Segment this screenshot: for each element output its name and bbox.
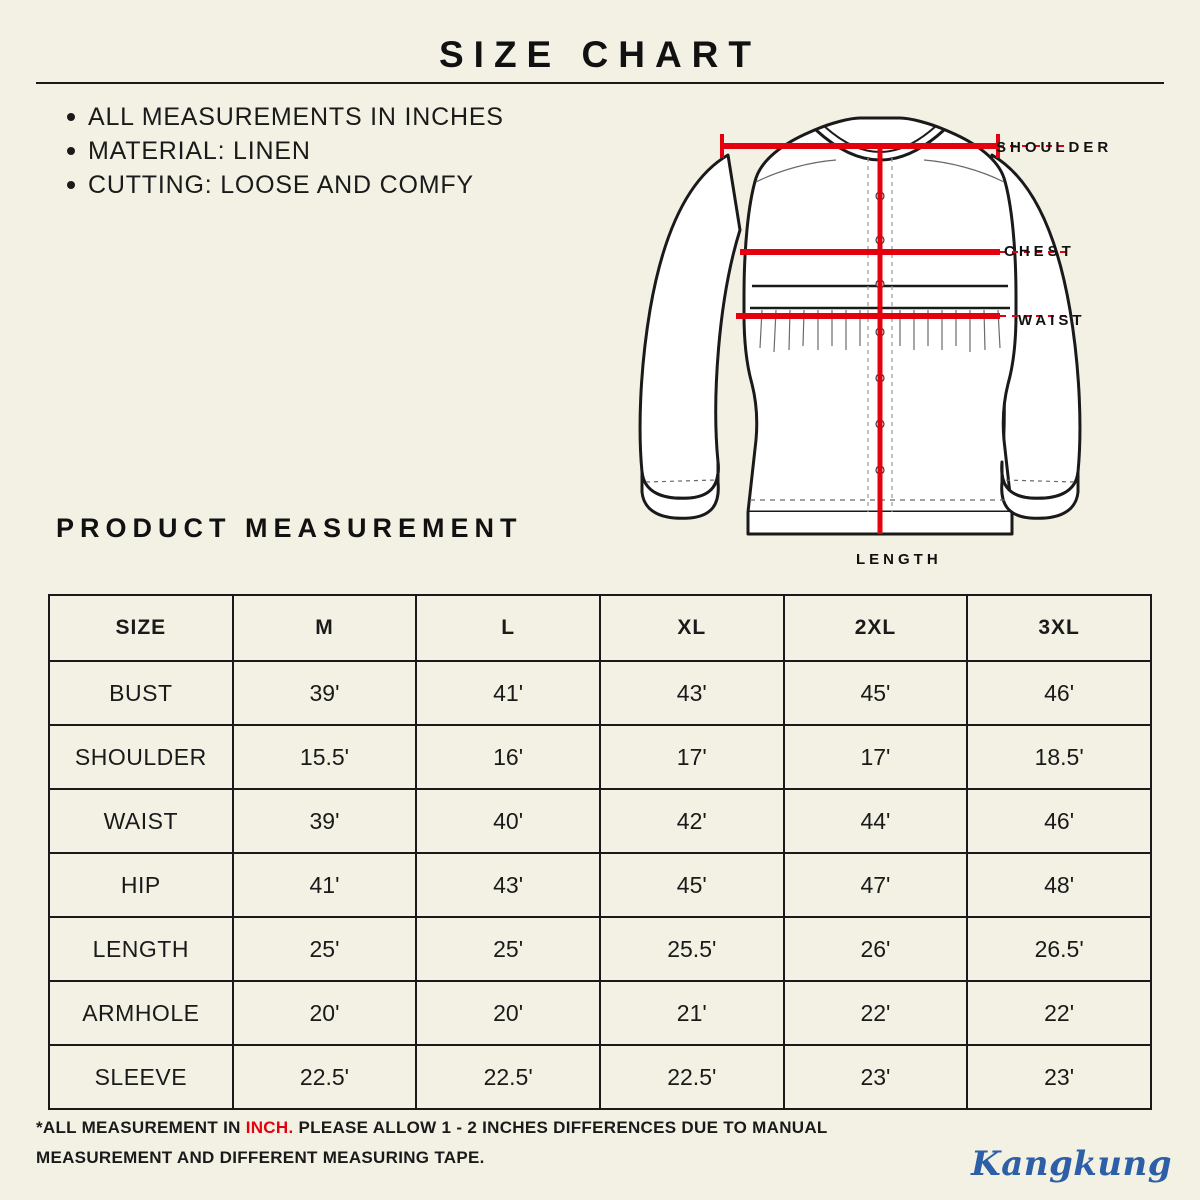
cell: 42' [600, 789, 784, 853]
list-item: MATERIAL: LINEN [62, 134, 504, 168]
column-header-size: SIZE [49, 595, 233, 661]
measurement-table-wrap [48, 594, 1152, 1110]
column-header-l: L [416, 595, 600, 661]
table-row [49, 853, 1151, 917]
footnote-part2: PLEASE ALLOW 1 - 2 INCHES DIFFERENCES DUE TO MANUAL MEASUREMENT AND DIFFERENT MEASURING TAPE. [36, 1118, 828, 1167]
column-header-2xl: 2XL [784, 595, 968, 661]
cell: 44' [784, 789, 968, 853]
cell: 45' [600, 853, 784, 917]
column-header-m: M [233, 595, 417, 661]
cell: 26.5' [967, 917, 1151, 981]
list-item: ALL MEASUREMENTS IN INCHES [62, 100, 504, 134]
cell: 43' [600, 661, 784, 725]
cell: 25' [233, 917, 417, 981]
row-label: SHOULDER [49, 725, 233, 789]
table-row [49, 1045, 1151, 1109]
cell: 22' [967, 981, 1151, 1045]
cell: 21' [600, 981, 784, 1045]
footnote-highlight: INCH. [245, 1118, 294, 1137]
cell: 41' [233, 853, 417, 917]
cell: 45' [784, 661, 968, 725]
cell: 20' [233, 981, 417, 1045]
table-row [49, 789, 1151, 853]
callout-waist: WAIST [1018, 312, 1086, 329]
table-row [49, 917, 1151, 981]
cell: 15.5' [233, 725, 417, 789]
section-title-product-measurement: PRODUCT MEASUREMENT [56, 513, 523, 543]
footnote [36, 1113, 896, 1173]
cell: 25' [416, 917, 600, 981]
cell: 17' [784, 725, 968, 789]
row-label: ARMHOLE [49, 981, 233, 1045]
row-label: LENGTH [49, 917, 233, 981]
cell: 20' [416, 981, 600, 1045]
row-label: SLEEVE [49, 1045, 233, 1109]
cell: 26' [784, 917, 968, 981]
callout-length: LENGTH [856, 551, 942, 568]
cell: 25.5' [600, 917, 784, 981]
table-row [49, 661, 1151, 725]
row-label: WAIST [49, 789, 233, 853]
table-row [49, 981, 1151, 1045]
cell: 17' [600, 725, 784, 789]
cell: 47' [784, 853, 968, 917]
garment-illustration [600, 100, 1160, 580]
title-divider [36, 82, 1164, 84]
cell: 48' [967, 853, 1151, 917]
info-bullet-list [62, 100, 504, 202]
callout-chest: CHEST [1004, 243, 1075, 260]
column-header-3xl: 3XL [967, 595, 1151, 661]
cell: 18.5' [967, 725, 1151, 789]
cell: 41' [416, 661, 600, 725]
cell: 39' [233, 661, 417, 725]
list-item: CUTTING: LOOSE AND COMFY [62, 168, 504, 202]
measurement-table [48, 594, 1152, 1110]
cell: 22.5' [233, 1045, 417, 1109]
table-row [49, 725, 1151, 789]
cell: 23' [784, 1045, 968, 1109]
cell: 40' [416, 789, 600, 853]
cell: 16' [416, 725, 600, 789]
cell: 22.5' [600, 1045, 784, 1109]
footnote-part1: *ALL MEASUREMENT IN [36, 1118, 246, 1137]
column-header-xl: XL [600, 595, 784, 661]
cell: 39' [233, 789, 417, 853]
callout-shoulder: SHOULDER [996, 139, 1113, 156]
cell: 46' [967, 661, 1151, 725]
row-label: HIP [49, 853, 233, 917]
cell: 23' [967, 1045, 1151, 1109]
cell: 43' [416, 853, 600, 917]
row-label: BUST [49, 661, 233, 725]
cell: 22.5' [416, 1045, 600, 1109]
cell: 22' [784, 981, 968, 1045]
brand-logo: Kangkung [971, 1144, 1172, 1184]
cell: 46' [967, 789, 1151, 853]
page-title: SIZE CHART [439, 34, 761, 75]
table-header-row [49, 595, 1151, 661]
